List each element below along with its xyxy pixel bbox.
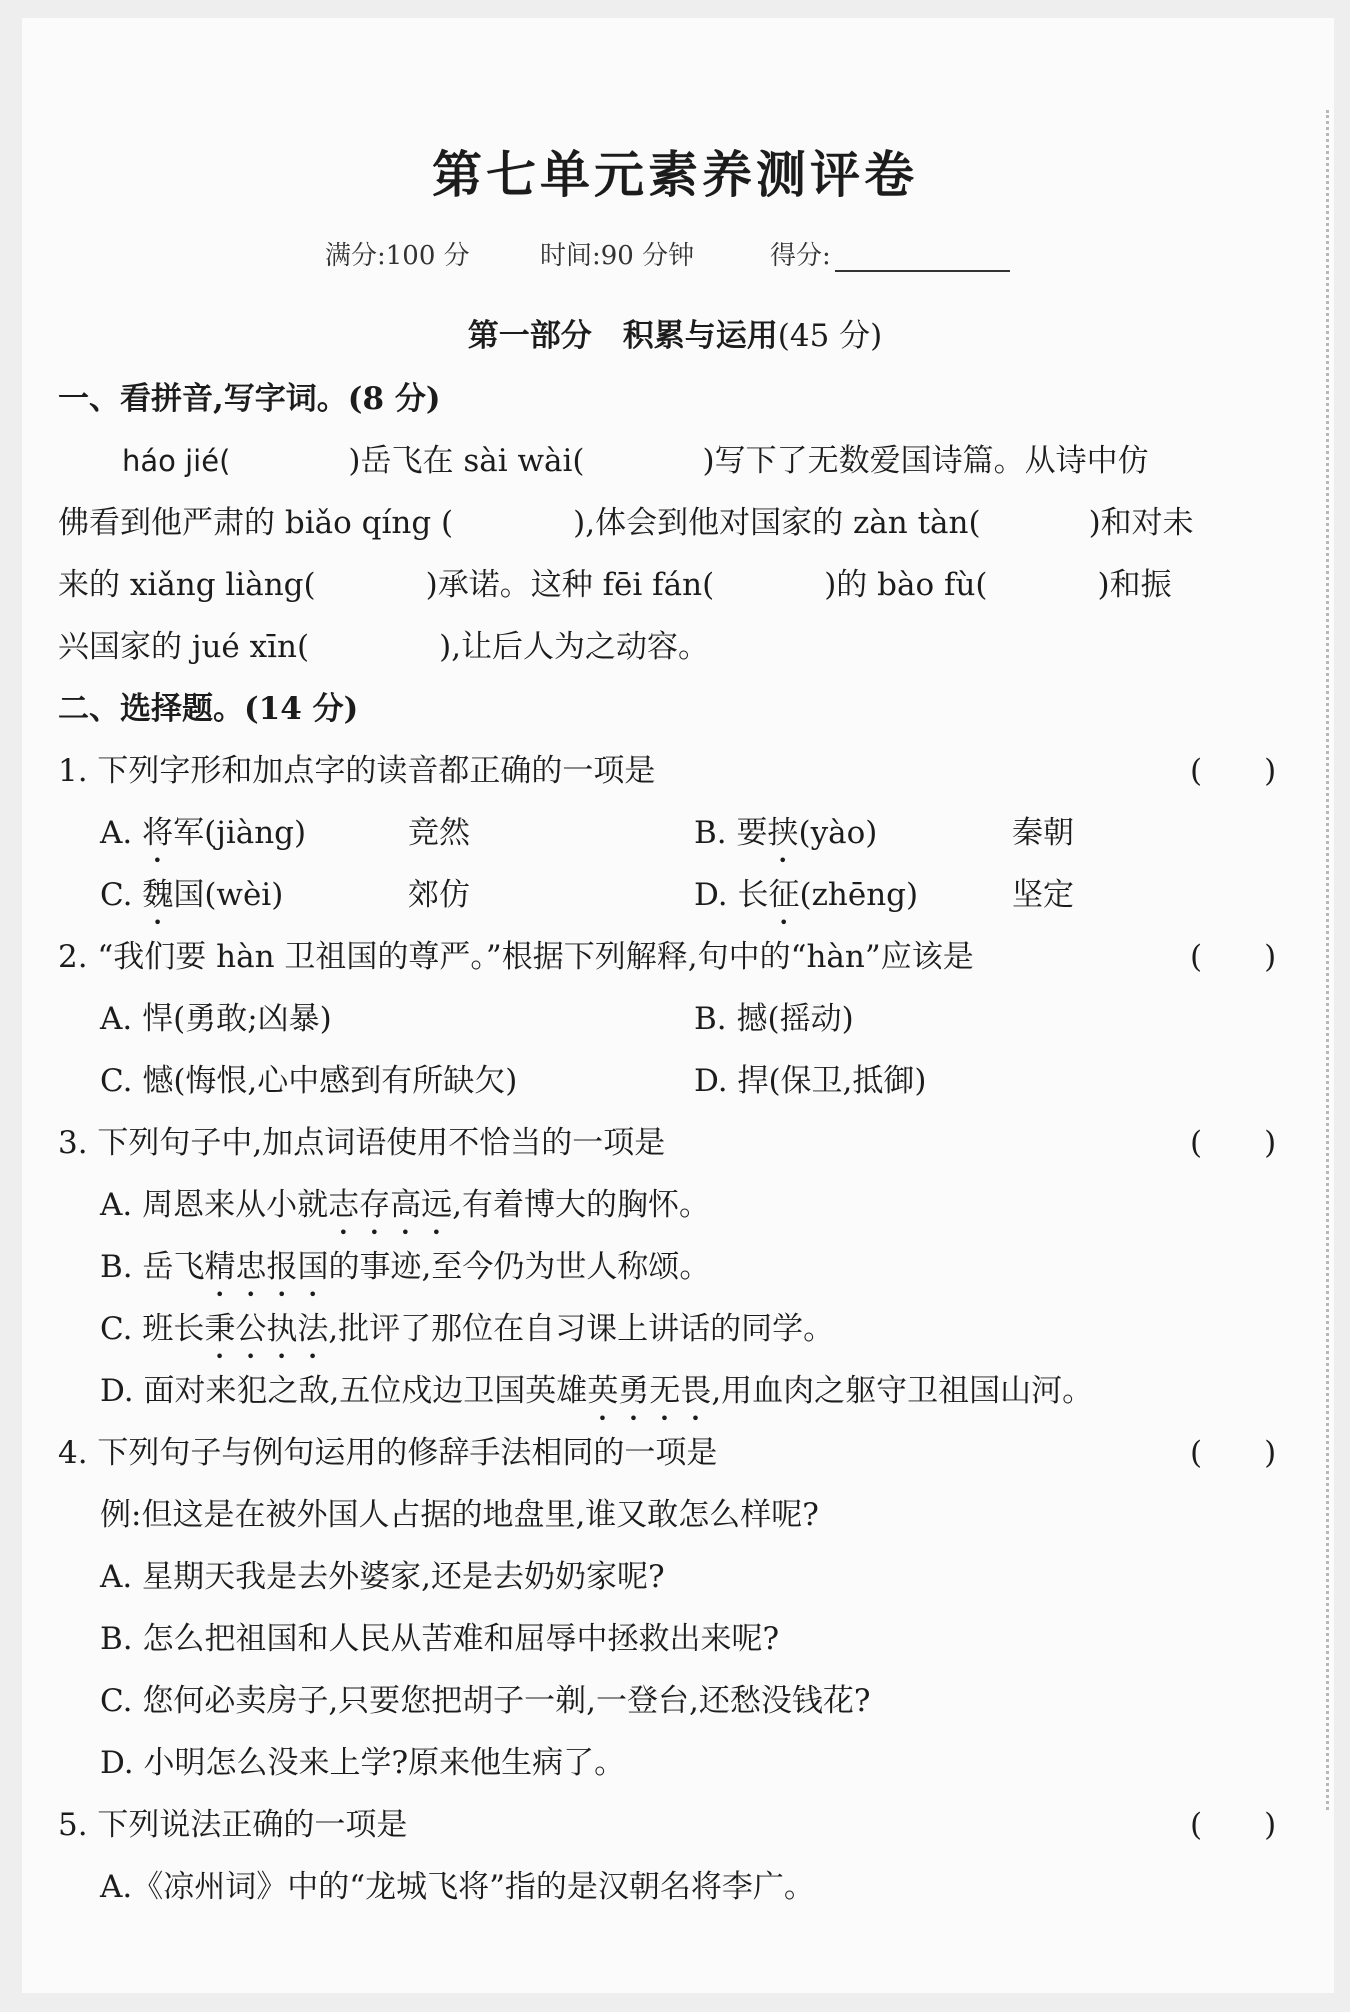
section2-heading: 二、选择题。(14 分) [58,691,359,727]
option-label: C. [100,877,133,913]
q4-option-b[interactable]: B. 怎么把祖国和人民从苦难和屈辱中拯救出来呢? [100,1621,780,1657]
line-text: )和振 [1097,567,1172,603]
q4-example: 例:但这是在被外国人占据的地盘里,谁又敢怎么样呢? [100,1497,819,1533]
q2-option-b[interactable]: B. 撼(摇动) [694,1001,854,1037]
q1-option-c-word: 郊仿 [408,877,470,913]
line-text: )写下了无数爱国诗篇。从诗中仿 [702,443,1149,479]
q4-answer-paren[interactable]: ( ) [1190,1435,1277,1471]
q2-option-d[interactable]: D. 捍(保卫,抵御) [694,1063,927,1099]
option-text: B. 岳飞 [100,1249,205,1285]
pinyin-line-3 [58,559,1172,604]
score-label: 得分: [770,241,831,271]
q4-option-c[interactable]: C. 您何必卖房子,只要您把胡子一剃,一登台,还愁没钱花? [100,1683,871,1719]
section1-heading: 一、看拼音,写字词。(8 分) [58,381,441,417]
full-score: 满分:100 分 [325,241,470,271]
dotted-phrase: 精忠报国 [204,1249,329,1285]
q1-option-b[interactable] [694,807,877,870]
dotted-phrase: 秉公执法 [204,1311,329,1347]
score-field [770,235,1010,272]
q1-option-d[interactable] [694,869,918,932]
q2-option-a[interactable]: A. 悍(勇敢;凶暴) [100,1001,332,1037]
q1-option-a-word: 竞然 [408,815,470,851]
option-label: B. [694,815,727,851]
line-text: 兴国家的 jué xīn( [58,629,310,665]
option-text: A. 周恩来从小就 [100,1187,329,1223]
line-text: 来的 xiǎng liàng( [58,567,316,603]
q4-option-d[interactable]: D. 小明怎么没来上学?原来他生病了。 [100,1745,626,1781]
q2-answer-paren[interactable]: ( ) [1190,939,1277,975]
option-text: 军(jiàng) [173,815,307,851]
dotted-char: 挟 [767,815,799,851]
part-title: 第一部分 积累与运用 [467,318,778,354]
option-text: 长 [737,877,769,913]
dotted-phrase: 英勇无畏 [587,1373,712,1409]
score-blank[interactable] [835,244,1010,272]
option-label: A. [100,815,133,851]
dotted-phrase: 志存高远 [328,1187,453,1223]
q1-option-d-word: 坚定 [1012,877,1074,913]
q3-option-d[interactable] [100,1365,1093,1428]
binding-cut-line [1326,110,1329,1810]
option-text: ,有着博大的胸怀。 [452,1187,710,1223]
dotted-char: 将 [142,815,174,851]
line-text: )和对未 [1088,505,1194,541]
q3-option-c[interactable] [100,1303,834,1366]
part-points: (45 分) [777,318,883,354]
option-text: D. 面对来犯之敌,五位戍边卫国英雄 [100,1373,588,1409]
line-text: 佛看到他严肃的 biǎo qíng ( [58,505,454,541]
q5-stem: 5. 下列说法正确的一项是 [58,1807,408,1843]
line-text: )承诺。这种 fēi fán( [425,567,715,603]
q2-option-c[interactable]: C. 憾(悔恨,心中感到有所缺欠) [100,1063,518,1099]
line-text: háo jié( [122,444,231,478]
option-text: 国(wèi) [173,877,284,913]
q1-option-a[interactable] [100,807,306,870]
page-title: 第七单元素养测评卷 [432,145,918,204]
pinyin-line-2 [58,497,1194,542]
q5-option-a[interactable]: A.《凉州词》中的“龙城飞将”指的是汉朝名将李广。 [100,1869,815,1905]
q1-option-c[interactable] [100,869,283,932]
option-label: D. [694,877,728,913]
line-text: ),让后人为之动容。 [439,629,710,665]
option-text: (zhēng) [799,877,919,913]
pinyin-line-1 [122,435,1149,480]
option-text: 要 [736,815,768,851]
dotted-char: 魏 [142,877,174,913]
time-limit: 时间:90 分钟 [540,241,695,271]
pinyin-line-4 [58,621,709,666]
q3-stem: 3. 下列句子中,加点词语使用不恰当的一项是 [58,1125,666,1161]
q1-answer-paren[interactable]: ( ) [1190,753,1277,789]
q2-stem: 2. “我们要 hàn 卫祖国的尊严。”根据下列解释,句中的“hàn”应该是 [58,939,974,975]
part-heading [0,310,1350,355]
option-text: 的事迹,至今仍为世人称颂。 [328,1249,711,1285]
q3-option-b[interactable] [100,1241,710,1304]
line-text: ),体会到他对国家的 zàn tàn( [573,505,981,541]
q3-option-a[interactable] [100,1179,710,1242]
line-text: )的 bào fù( [824,567,988,603]
dotted-char: 征 [768,877,800,913]
q4-option-a[interactable]: A. 星期天我是去外婆家,还是去奶奶家呢? [100,1559,665,1595]
line-text: )岳飞在 sài wài( [348,443,585,479]
option-text: ,用血肉之躯守卫祖国山河。 [711,1373,1094,1409]
q1-stem: 1. 下列字形和加点字的读音都正确的一项是 [58,753,656,789]
q5-answer-paren[interactable]: ( ) [1190,1807,1277,1843]
option-text: (yào) [798,815,878,851]
q1-option-b-word: 秦朝 [1012,815,1074,851]
option-text: ,批评了那位在自习课上讲话的同学。 [328,1311,835,1347]
q4-stem: 4. 下列句子与例句运用的修辞手法相同的一项是 [58,1435,718,1471]
q3-answer-paren[interactable]: ( ) [1190,1125,1277,1161]
option-text: C. 班长 [100,1311,205,1347]
